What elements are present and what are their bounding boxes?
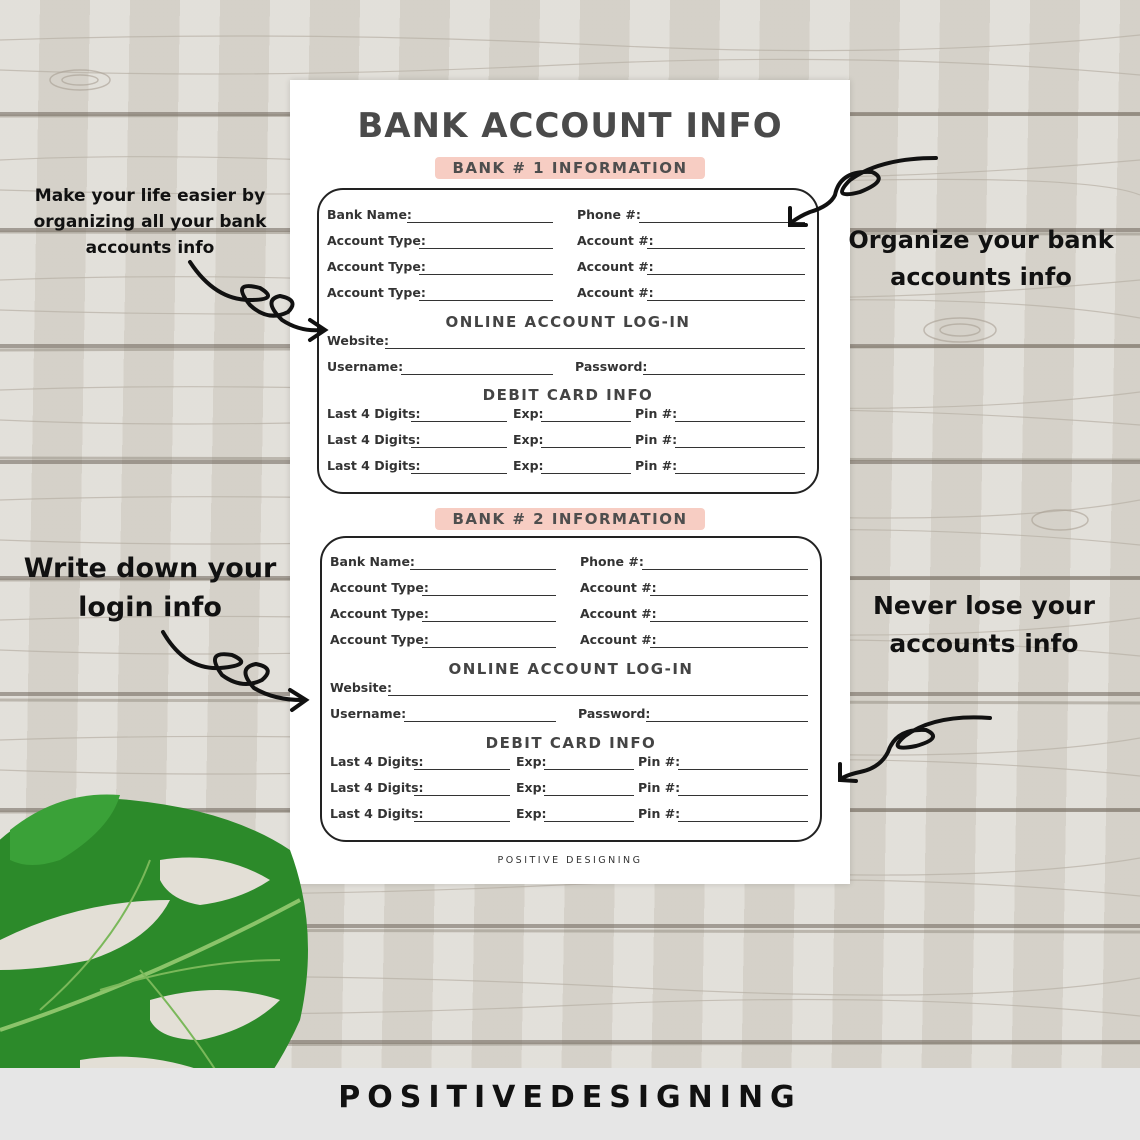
account-number-label: Account #: bbox=[577, 233, 654, 248]
account-number-label: Account #: bbox=[580, 580, 657, 595]
callout-line: Never lose your bbox=[872, 591, 1096, 620]
bank-2-header: BANK # 2 INFORMATION bbox=[435, 508, 705, 530]
callout-line: accounts info bbox=[890, 263, 1072, 291]
pin-label: Pin #: bbox=[638, 806, 681, 821]
account-type-label: Account Type: bbox=[330, 580, 429, 595]
website-label: Website: bbox=[327, 333, 389, 348]
sheet-footer: POSITIVE DESIGNING bbox=[497, 855, 643, 866]
debit-card-header: DEBIT CARD INFO bbox=[482, 386, 654, 404]
callout-line: Write down your bbox=[23, 553, 277, 584]
website-label: Website: bbox=[330, 680, 392, 695]
exp-label: Exp: bbox=[516, 754, 547, 769]
brand-name: POSITIVEDESIGNING bbox=[338, 1080, 802, 1115]
last4-label: Last 4 Digits: bbox=[330, 754, 424, 769]
username-label: Username: bbox=[330, 706, 407, 721]
callout-line: accounts info bbox=[889, 629, 1079, 658]
account-type-label: Account Type: bbox=[330, 606, 429, 621]
password-label: Password: bbox=[575, 359, 648, 374]
account-type-label: Account Type: bbox=[327, 259, 426, 274]
callout-line: organizing all your bank bbox=[33, 212, 267, 232]
callout-line: Make your life easier by bbox=[34, 186, 266, 206]
callout-line: Organize your bank bbox=[848, 226, 1114, 254]
exp-label: Exp: bbox=[513, 432, 544, 447]
account-type-label: Account Type: bbox=[327, 285, 426, 300]
pin-label: Pin #: bbox=[638, 754, 681, 769]
account-number-label: Account #: bbox=[580, 606, 657, 621]
exp-label: Exp: bbox=[516, 806, 547, 821]
pin-label: Pin #: bbox=[635, 432, 678, 447]
account-type-label: Account Type: bbox=[327, 233, 426, 248]
bank-1-header: BANK # 1 INFORMATION bbox=[435, 157, 705, 179]
bank-name-label: Bank Name: bbox=[327, 207, 412, 222]
curly-arrow-icon bbox=[790, 158, 936, 225]
account-number-label: Account #: bbox=[580, 632, 657, 647]
exp-label: Exp: bbox=[513, 458, 544, 473]
debit-card-header: DEBIT CARD INFO bbox=[485, 734, 657, 752]
online-login-header: ONLINE ACCOUNT LOG-IN bbox=[448, 660, 694, 678]
last4-label: Last 4 Digits: bbox=[330, 806, 424, 821]
account-number-label: Account #: bbox=[577, 285, 654, 300]
phone-label: Phone #: bbox=[577, 207, 641, 222]
pin-label: Pin #: bbox=[635, 458, 678, 473]
curly-arrow-icon bbox=[190, 262, 325, 340]
last4-label: Last 4 Digits: bbox=[327, 458, 421, 473]
curly-arrow-icon bbox=[163, 632, 306, 710]
callout-line: login info bbox=[78, 592, 222, 623]
curly-arrow-icon bbox=[840, 717, 990, 781]
password-label: Password: bbox=[578, 706, 651, 721]
pin-label: Pin #: bbox=[635, 406, 678, 421]
pin-label: Pin #: bbox=[638, 780, 681, 795]
last4-label: Last 4 Digits: bbox=[327, 432, 421, 447]
last4-label: Last 4 Digits: bbox=[327, 406, 421, 421]
username-label: Username: bbox=[327, 359, 404, 374]
account-number-label: Account #: bbox=[577, 259, 654, 274]
exp-label: Exp: bbox=[513, 406, 544, 421]
sheet-title: BANK ACCOUNT INFO bbox=[357, 106, 783, 146]
online-login-header: ONLINE ACCOUNT LOG-IN bbox=[445, 313, 691, 331]
callout-line: accounts info bbox=[85, 238, 215, 258]
phone-label: Phone #: bbox=[580, 554, 644, 569]
bank-name-label: Bank Name: bbox=[330, 554, 415, 569]
last4-label: Last 4 Digits: bbox=[330, 780, 424, 795]
exp-label: Exp: bbox=[516, 780, 547, 795]
account-type-label: Account Type: bbox=[330, 632, 429, 647]
